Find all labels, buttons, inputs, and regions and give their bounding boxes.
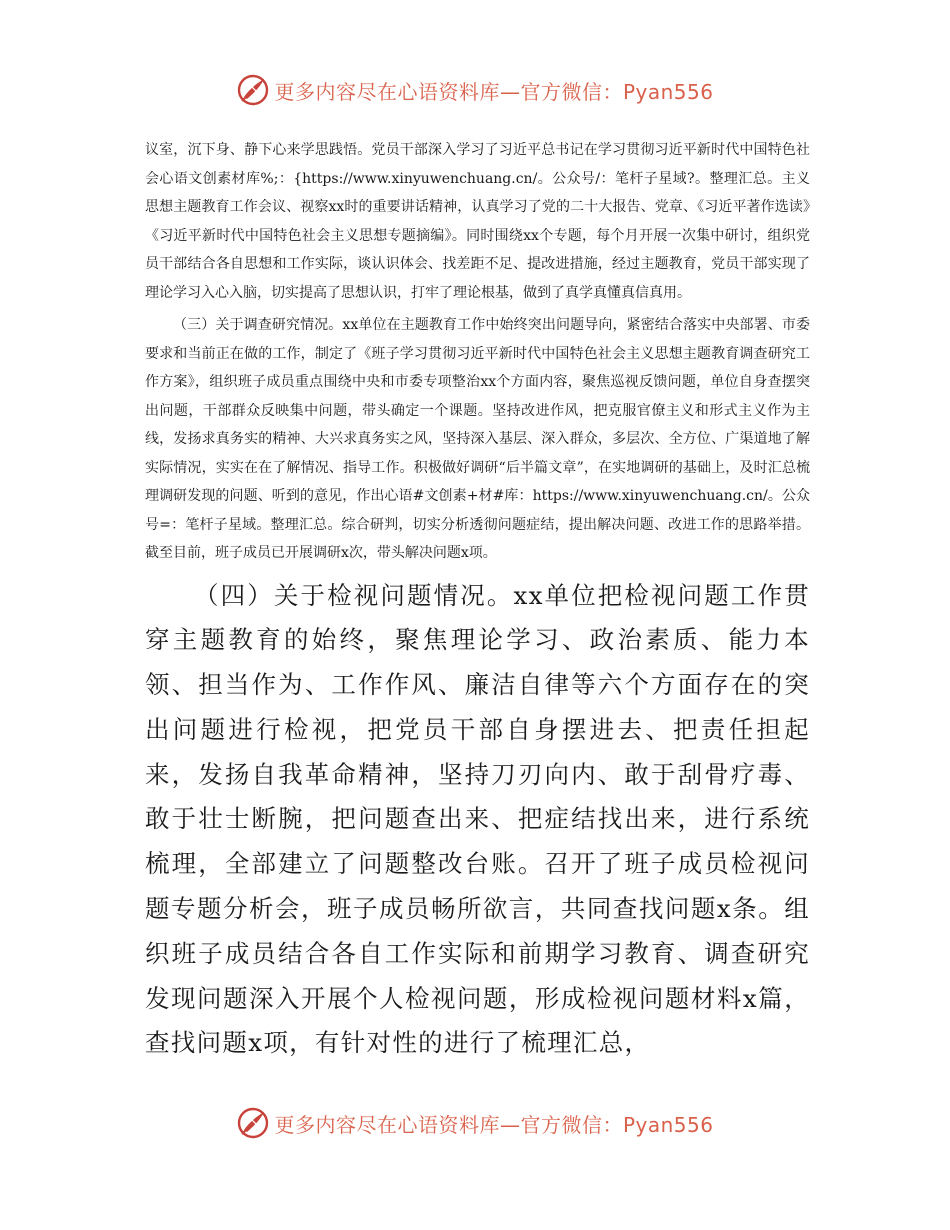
quill-logo-icon [236, 73, 270, 107]
footer-banner [0, 1103, 950, 1143]
quill-logo-icon [236, 1106, 270, 1140]
paragraph-study: 议室，沉下身、静下心来学思践悟。党员干部深入学习了习近平总书记在学习贯彻习近平新时代中国特色社会心语文创素材库%;：{https://www.xinyuwenchuang.cn/。公众号/：笔杆子星域?。整理汇总。主义思想主题教育工作会议、视察xx时的重要讲话精神，认真学习了党的二十大报告、党章、《习近平著作选读》《习近平新时代中国特色社会主义思想专题摘编》。同时围绕xx个专题，每个月开展一次集中研讨，组织党员干部结合各自思想和工作实际，谈认识体会、找差距不足、提改进措施，经过主题教育，党员干部实现了理论学习入心入脑，切实提高了思想认识，打牢了理论根基，做到了真学真懂真信真用。 [145, 142, 810, 301]
paragraph-investigation: （三）关于调查研究情况。xx单位在主题教育工作中始终突出问题导向，紧密结合落实中央部署、市委要求和当前正在做的工作，制定了《班子学习贯彻习近平新时代中国特色社会主义思想主题教育调查研究工作方案》，组织班子成员重点围绕中央和市委专项整治xx个方面内容，聚焦巡视反馈问题，单位自身查摆突出问题，干部群众反映集中问题，带头确定一个课题。坚持改进作风，把克服官僚主义和形式主义作为主线，发扬求真务实的精神、大兴求真务实之风，坚持深入基层、深入群众，多层次、全方位、广渠道地了解实际情况，实实在在了解情况、指导工作。积极做好调研“后半篇文章”，在实地调研的基础上，及时汇总梳理调研发现的问题、听到的意见，作出心语#文创素+材#库：https://www.xinyuwenchuang.cn/。公众号=：笔杆子星域。整理汇总。综合研判，切实分析透彻问题症结，提出解决问题、改进工作的思路举措。截至目前，班子成员已开展调研x次，带头解决问题x项。 [145, 317, 810, 561]
banner-text: 更多内容尽在心语资料库—官方微信：Pyan556 [274, 1112, 714, 1137]
banner-text: 更多内容尽在心语资料库—官方微信：Pyan556 [274, 79, 714, 104]
paragraph-inspection: （四）关于检视问题情况。xx单位把检视问题工作贯穿主题教育的始终，聚焦理论学习、政治素质、能力本领、担当作为、工作作风、廉洁自律等六个方面存在的突出问题进行检视，把党员干部自身摆进去、把责任担起来，发扬自我革命精神，坚持刀刃向内、敢于刮骨疗毒、敢于壮士断腕，把问题查出来、把症结找出来，进行系统梳理，全部建立了问题整改台账。召开了班子成员检视问题专题分析会，班子成员畅所欲言，共同查找问题x条。组织班子成员结合各自工作实际和前期学习教育、调查研究发现问题深入开展个人检视问题，形成检视问题材料x篇，查找问题x项，有针对性的进行了梳理汇总， [145, 580, 810, 1058]
document-body [145, 136, 810, 1066]
header-banner [0, 70, 950, 110]
